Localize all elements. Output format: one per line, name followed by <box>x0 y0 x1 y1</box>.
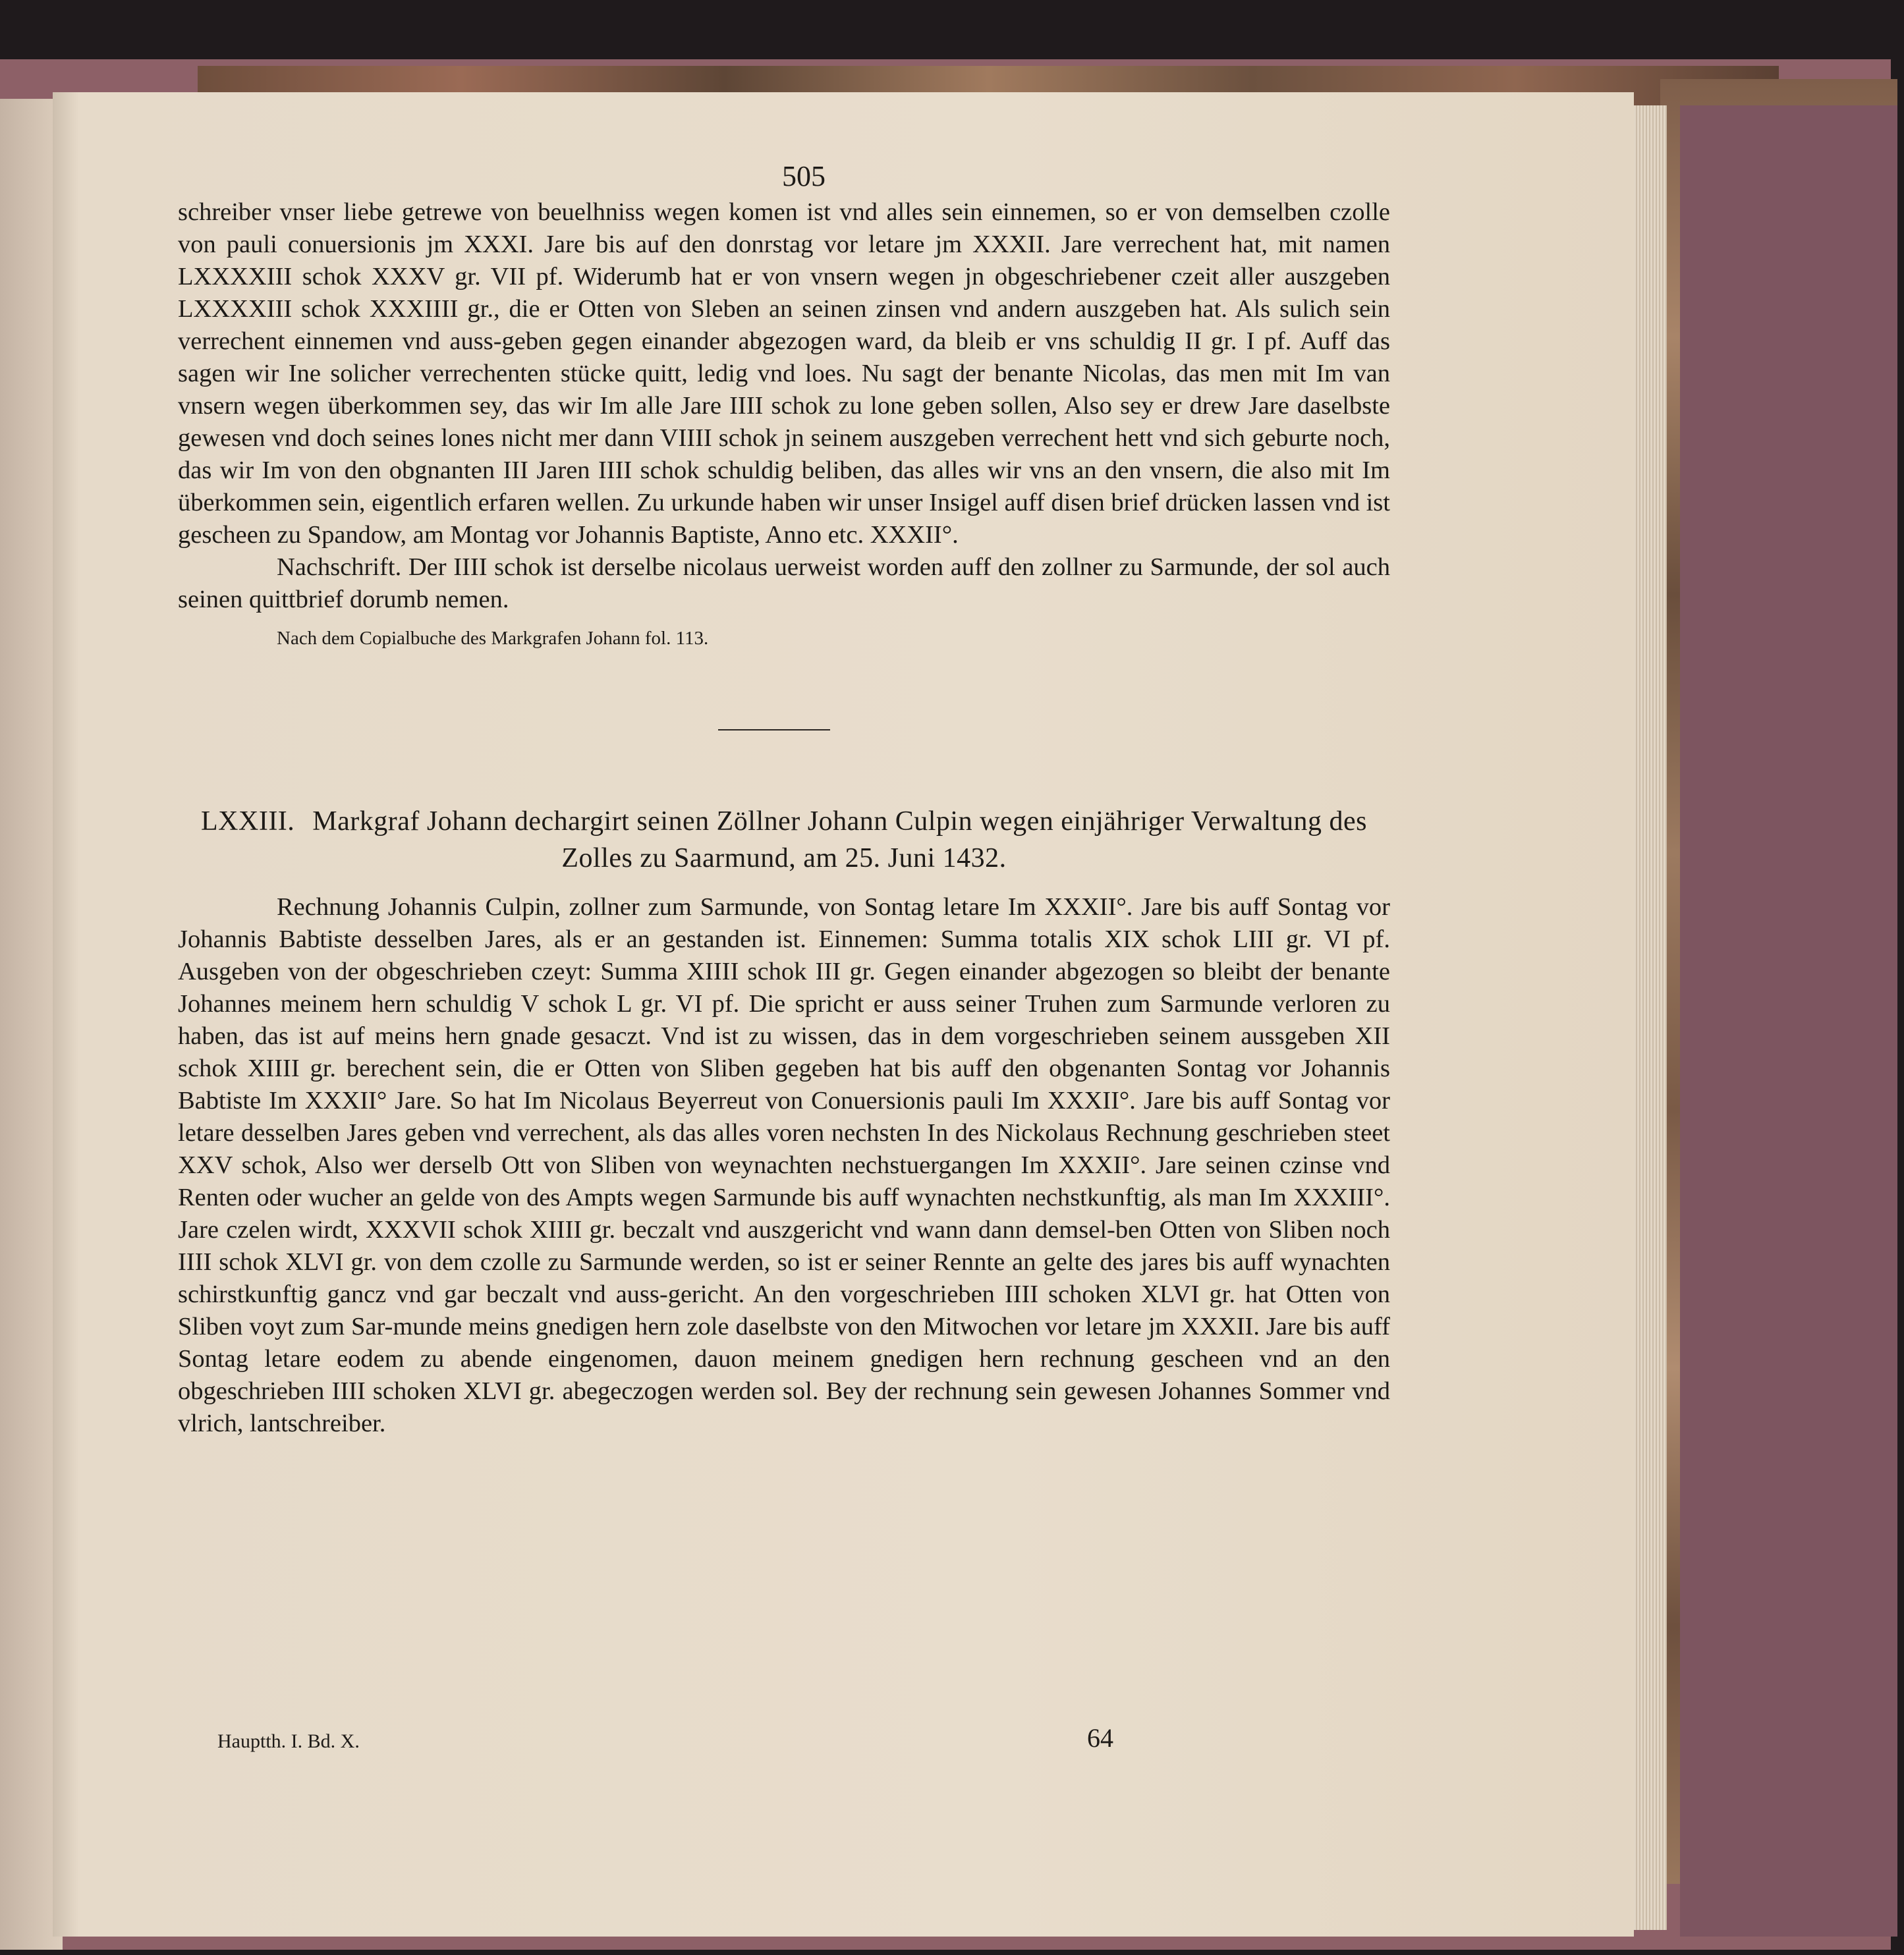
continued-document-text: schreiber vnser liebe getrewe von beuelhniss wegen komen ist vnd alles sein einnemen, so er von demselben czolle von pauli conuersionis jm XXXI. Jare bis auf den donrstag vor letare jm XXXII. Jare verrechent hat, mit namen LXXXXIII schok XXXV gr. VII pf. Widerumb hat er von vnsern wegen jn obgeschriebener czeit aller auszgeben LXXXXIII schok XXXIIII gr., die er Otten von Sleben an seinen zinsen vnd andern auszgeben hat. Als sulich sein verrechent einnemen vnd auss-geben gegen einander abgezogen ward, da bleib er vns schuldig II gr. I pf. Auff das sagen wir Ine solicher verrechenten stücke quitt, ledig vnd loes. Nu sagt der benante Nicolas, das men mit Im van vnsern wegen überkommen sey, das wir Im alle Jare IIII schok zu lone geben sollen, Also sey er drew Jare daselbste gewesen vnd doch seines lones nicht mer dann VIIII schok jn seinem auszgeben verrechent hett vnd sich geburte noch, das wir Im von den obgnanten III Jaren IIII schok schuldig beliben, das alles wir vns an den vnsern, die also mit Im überkommen sein, eigentlich erfaren wellen. Zu urkunde haben wir unser Insigel auff disen brief drücken lassen vnd ist gescheen zu Spandow, am Montag vor Johannis Baptiste, Anno etc. XXXII°. <box>178 198 1390 549</box>
postscript: Nachschrift. Der IIII schok ist derselbe nicolaus uerweist worden auff den zollner zu Sarmunde, der sol auch seinen quittbrief dorumb nemen. <box>178 553 1390 613</box>
document-number: LXXIII. <box>201 806 295 837</box>
section-divider <box>718 729 830 730</box>
book-board <box>1680 105 1897 1937</box>
page-content <box>178 157 1390 1440</box>
document-body: Rechnung Johannis Culpin, zollner zum Sarmunde, von Sontag letare Im XXXII°. Jare bis auff Sontag vor Johannis Babtiste desselben Jares, als er an gestanden ist. Einnemen: Summa totalis XIX schok LIII gr. VI pf. Ausgeben von der obgeschrieben czeyt: Summa XIIII schok III gr. Gegen einander abgezogen so bleibt der benante Johannes meinem hern schuldig V schok L gr. VI pf. Die spricht er auss seiner Truhen zum Sarmunde verloren zu haben, das ist auf meins hern gnade gesaczt. Vnd ist zu wissen, das in dem vorgeschrieben seinem aussgeben XII schok XIIII gr. berechent sein, die er Otten von Sliben gegeben hat bis auff den obgenanten Sontag vor Johannis Babtiste Im XXXII° Jare. So hat Im Nicolaus Beyerreut von Conuersionis pauli Im XXXII°. Jare bis auff Sontag vor letare desselben Jares geben vnd verrechent, als das alles voren nechsten In des Nickolaus Rechnung geschrieben steet XXV schok, Also wer derselb Ott von Sliben von weynachten nechstuergangen Im XXXII°. Jare seinen czinse vnd Renten oder wucher an gelde von des Ampts wegen Sarmunde bis auff wynachten nechstkunftig, als man Im XXXIII°. Jare czelen wirdt, XXXVII schok XIIII gr. beczalt vnd auszgericht vnd wann dann demsel-ben Otten von Sliben noch IIII schok XLVI gr. von dem czolle zu Sarmunde werden, so ist er seiner Rennte an gelte des jares bis auff wynachten schirstkunftig gancz vnd gar beczalt vnd auss-gericht. An den vorgeschrieben IIII schoken XLVI gr. hat Otten von Sliben voyt zum Sar-munde meins gnedigen hern zole daselbste von den Mitwochen vor letare jm XXXII. Jare bis auff Sontag letare eodem zu abende eingenomen, dauon meinem gnedigen hern rechnung gescheen vnd an den obgeschrieben IIII schoken XLVI gr. abegeczogen werden sol. Bey der rechnung sein gewesen Johannes Sommer vnd vlrich, lantschreiber. <box>178 893 1390 1437</box>
page-footer <box>217 1722 1206 1755</box>
document-title: Markgraf Johann dechargirt seinen Zöllner Johann Culpin wegen einjähriger Verwaltung des Zolles zu Saarmund, am 25. Juni 1432. <box>312 806 1367 873</box>
page-number: 505 <box>782 160 826 192</box>
printer-signature: Hauptth. I. Bd. X. <box>217 1730 360 1752</box>
sheet-number: 64 <box>1087 1723 1113 1753</box>
document-heading <box>178 803 1390 877</box>
source-note: Nach dem Copialbuche des Markgrafen Johann fol. 113. <box>277 628 709 649</box>
